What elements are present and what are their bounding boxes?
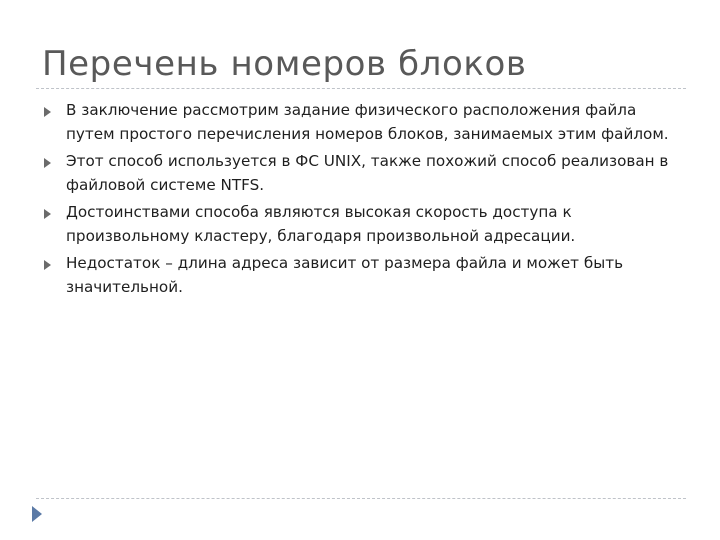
bullet-item [44, 252, 684, 299]
next-slide-arrow-icon[interactable] [32, 506, 42, 522]
footer-divider [36, 498, 686, 499]
slide-title: Перечень номеров блоков [42, 44, 527, 84]
bullet-item [44, 99, 684, 146]
triangle-bullet-icon [44, 158, 51, 168]
bullet-item [44, 150, 684, 197]
triangle-bullet-icon [44, 260, 51, 270]
bullet-list [44, 99, 684, 303]
triangle-bullet-icon [44, 209, 51, 219]
bullet-item [44, 201, 684, 248]
bullet-text: Достоинствами способа являются высокая скорость доступа к произвольному кластеру, благодаря произвольной адресации. [66, 203, 576, 245]
bullet-text: В заключение рассмотрим задание физического расположения файла путем простого перечисления номеров блоков, занимаемых этим файлом. [66, 101, 669, 143]
title-divider [36, 88, 686, 89]
bullet-text: Недостаток – длина адреса зависит от размера файла и может быть значительной. [66, 254, 624, 296]
triangle-bullet-icon [44, 107, 51, 117]
bullet-text: Этот способ используется в ФС UNIX, также похожий способ реализован в файловой системе NTFS. [66, 152, 669, 194]
